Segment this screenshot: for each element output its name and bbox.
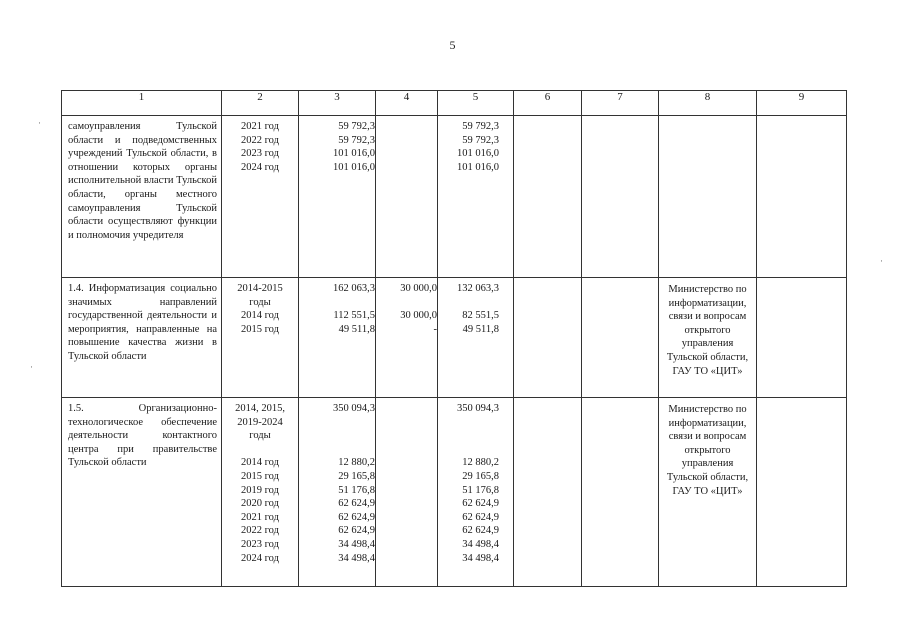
cell-line: 30 000,0 (400, 283, 437, 294)
cell-line: 62 624,9 (462, 511, 499, 523)
col9-cell (757, 398, 847, 587)
cell-line: годы (249, 296, 271, 308)
cell-line: 2024 год (241, 161, 279, 173)
cell-line: 2019-2024 (237, 416, 283, 428)
cell-line: 350 094,3 (333, 403, 375, 414)
col9-cell (757, 116, 847, 278)
col7-cell (582, 398, 659, 587)
cell-line (299, 416, 375, 430)
cell-line: 2019 год (241, 484, 279, 496)
cell-line: 62 624,9 (338, 498, 375, 510)
cell-line: 62 624,9 (338, 511, 375, 523)
cell-line: 34 498,4 (338, 552, 375, 564)
header-col-8: 8 (659, 91, 757, 116)
cell-line: 51 176,8 (462, 484, 499, 496)
cell-line: 49 511,8 (462, 323, 499, 335)
amount-col4-cell (376, 398, 438, 587)
cell-line: 59 792,3 (338, 121, 375, 132)
amount-col4-cell (376, 278, 438, 398)
executor-cell: Министерство по информатизации, связи и вопросам открытого управления Тульской области, ГАУ ТО «ЦИТ» (659, 278, 757, 398)
cell-line: 49 511,8 (338, 323, 375, 335)
period-cell (222, 398, 299, 587)
cell-line (299, 296, 375, 310)
col7-cell (582, 116, 659, 278)
header-col-2: 2 (222, 91, 299, 116)
description-cell: 1.5. Организационно-технологическое обеспечение деятельности контактного центра при правительстве Тульской области (62, 398, 222, 587)
executor-cell (659, 116, 757, 278)
table-row (62, 116, 847, 278)
cell-line: 132 063,3 (457, 283, 499, 294)
col6-cell (514, 278, 582, 398)
cell-line: 34 498,4 (338, 538, 375, 550)
cell-line: 29 165,8 (338, 470, 375, 482)
amount-total-cell (299, 278, 376, 398)
col7-cell (582, 278, 659, 398)
description-cell: самоуправления Тульской области и подведомственных учреждений Тульской области, в отношении которых органы исполнительной власти Тульской области, органы местного самоуправления Тульской области осуществляют функции и полномочия учредителя (62, 116, 222, 278)
cell-line (438, 296, 499, 310)
cell-line: 2022 год (241, 134, 279, 146)
cell-line (438, 429, 499, 443)
cell-line: 29 165,8 (462, 470, 499, 482)
cell-line: 2020 год (241, 498, 279, 510)
header-row (62, 91, 847, 116)
amount-col5-cell (438, 278, 514, 398)
amount-col4-cell (376, 116, 438, 278)
cell-line: 101 016,0 (333, 161, 375, 173)
cell-line: 101 016,0 (333, 148, 375, 160)
cell-line: 2014, 2015, (235, 403, 285, 414)
cell-line: 2021 год (241, 121, 279, 132)
cell-line (438, 416, 499, 430)
cell-line: 2023 год (241, 538, 279, 550)
cell-line: 162 063,3 (333, 283, 375, 294)
cell-line: 51 176,8 (338, 484, 375, 496)
cell-line: 34 498,4 (462, 552, 499, 564)
cell-line: 34 498,4 (462, 538, 499, 550)
amount-col5-cell (438, 116, 514, 278)
scan-speck: · (30, 362, 33, 372)
cell-line (299, 429, 375, 443)
cell-line (438, 443, 499, 457)
header-col-6: 6 (514, 91, 582, 116)
table-row (62, 278, 847, 398)
table-row (62, 398, 847, 587)
cell-line: 2014 год (241, 457, 279, 469)
cell-line: 2015 год (241, 323, 279, 335)
cell-line: 101 016,0 (457, 148, 499, 160)
amount-col5-cell (438, 398, 514, 587)
header-col-4: 4 (376, 91, 438, 116)
cell-line: 350 094,3 (457, 403, 499, 414)
col9-cell (757, 278, 847, 398)
cell-line: 2014 год (241, 310, 279, 322)
cell-line: 2021 год (241, 511, 279, 523)
amount-total-cell (299, 398, 376, 587)
cell-line: 12 880,2 (462, 457, 499, 469)
cell-line: 2014-2015 (237, 283, 283, 294)
cell-line: 62 624,9 (462, 525, 499, 537)
cell-line: 59 792,3 (338, 134, 375, 146)
cell-line: 101 016,0 (457, 161, 499, 173)
header-col-9: 9 (757, 91, 847, 116)
cell-line (299, 443, 375, 457)
cell-line: 2023 год (241, 148, 279, 160)
scan-speck: · (38, 118, 41, 128)
cell-line: годы (249, 430, 271, 442)
cell-line: 59 792,3 (462, 134, 499, 146)
period-cell (222, 278, 299, 398)
scan-speck: · (880, 256, 883, 266)
executor-cell: Министерство по информатизации, связи и вопросам открытого управления Тульской области, ГАУ ТО «ЦИТ» (659, 398, 757, 587)
cell-line: 2022 год (241, 525, 279, 537)
header-col-1: 1 (62, 91, 222, 116)
cell-line: 62 624,9 (338, 525, 375, 537)
cell-line (222, 443, 298, 457)
cell-line: 2024 год (241, 552, 279, 564)
data-table (61, 90, 847, 587)
cell-line (376, 296, 437, 310)
cell-line: 2015 год (241, 470, 279, 482)
cell-line: 112 551,5 (333, 310, 375, 322)
amount-total-cell (299, 116, 376, 278)
header-col-3: 3 (299, 91, 376, 116)
cell-line: 12 880,2 (338, 457, 375, 469)
cell-line: 62 624,9 (462, 498, 499, 510)
cell-line: - (433, 323, 437, 335)
header-col-7: 7 (582, 91, 659, 116)
page-number: 5 (449, 38, 456, 52)
header-col-5: 5 (438, 91, 514, 116)
cell-line: 30 000,0 (400, 310, 437, 322)
col6-cell (514, 398, 582, 587)
description-cell: 1.4. Информатизация социально значимых направлений государственной деятельности и мероприятия, направленные на повышение качества жизни в Тульской области (62, 278, 222, 398)
col6-cell (514, 116, 582, 278)
period-cell (222, 116, 299, 278)
cell-line: 82 551,5 (462, 310, 499, 322)
cell-line: 59 792,3 (462, 121, 499, 132)
